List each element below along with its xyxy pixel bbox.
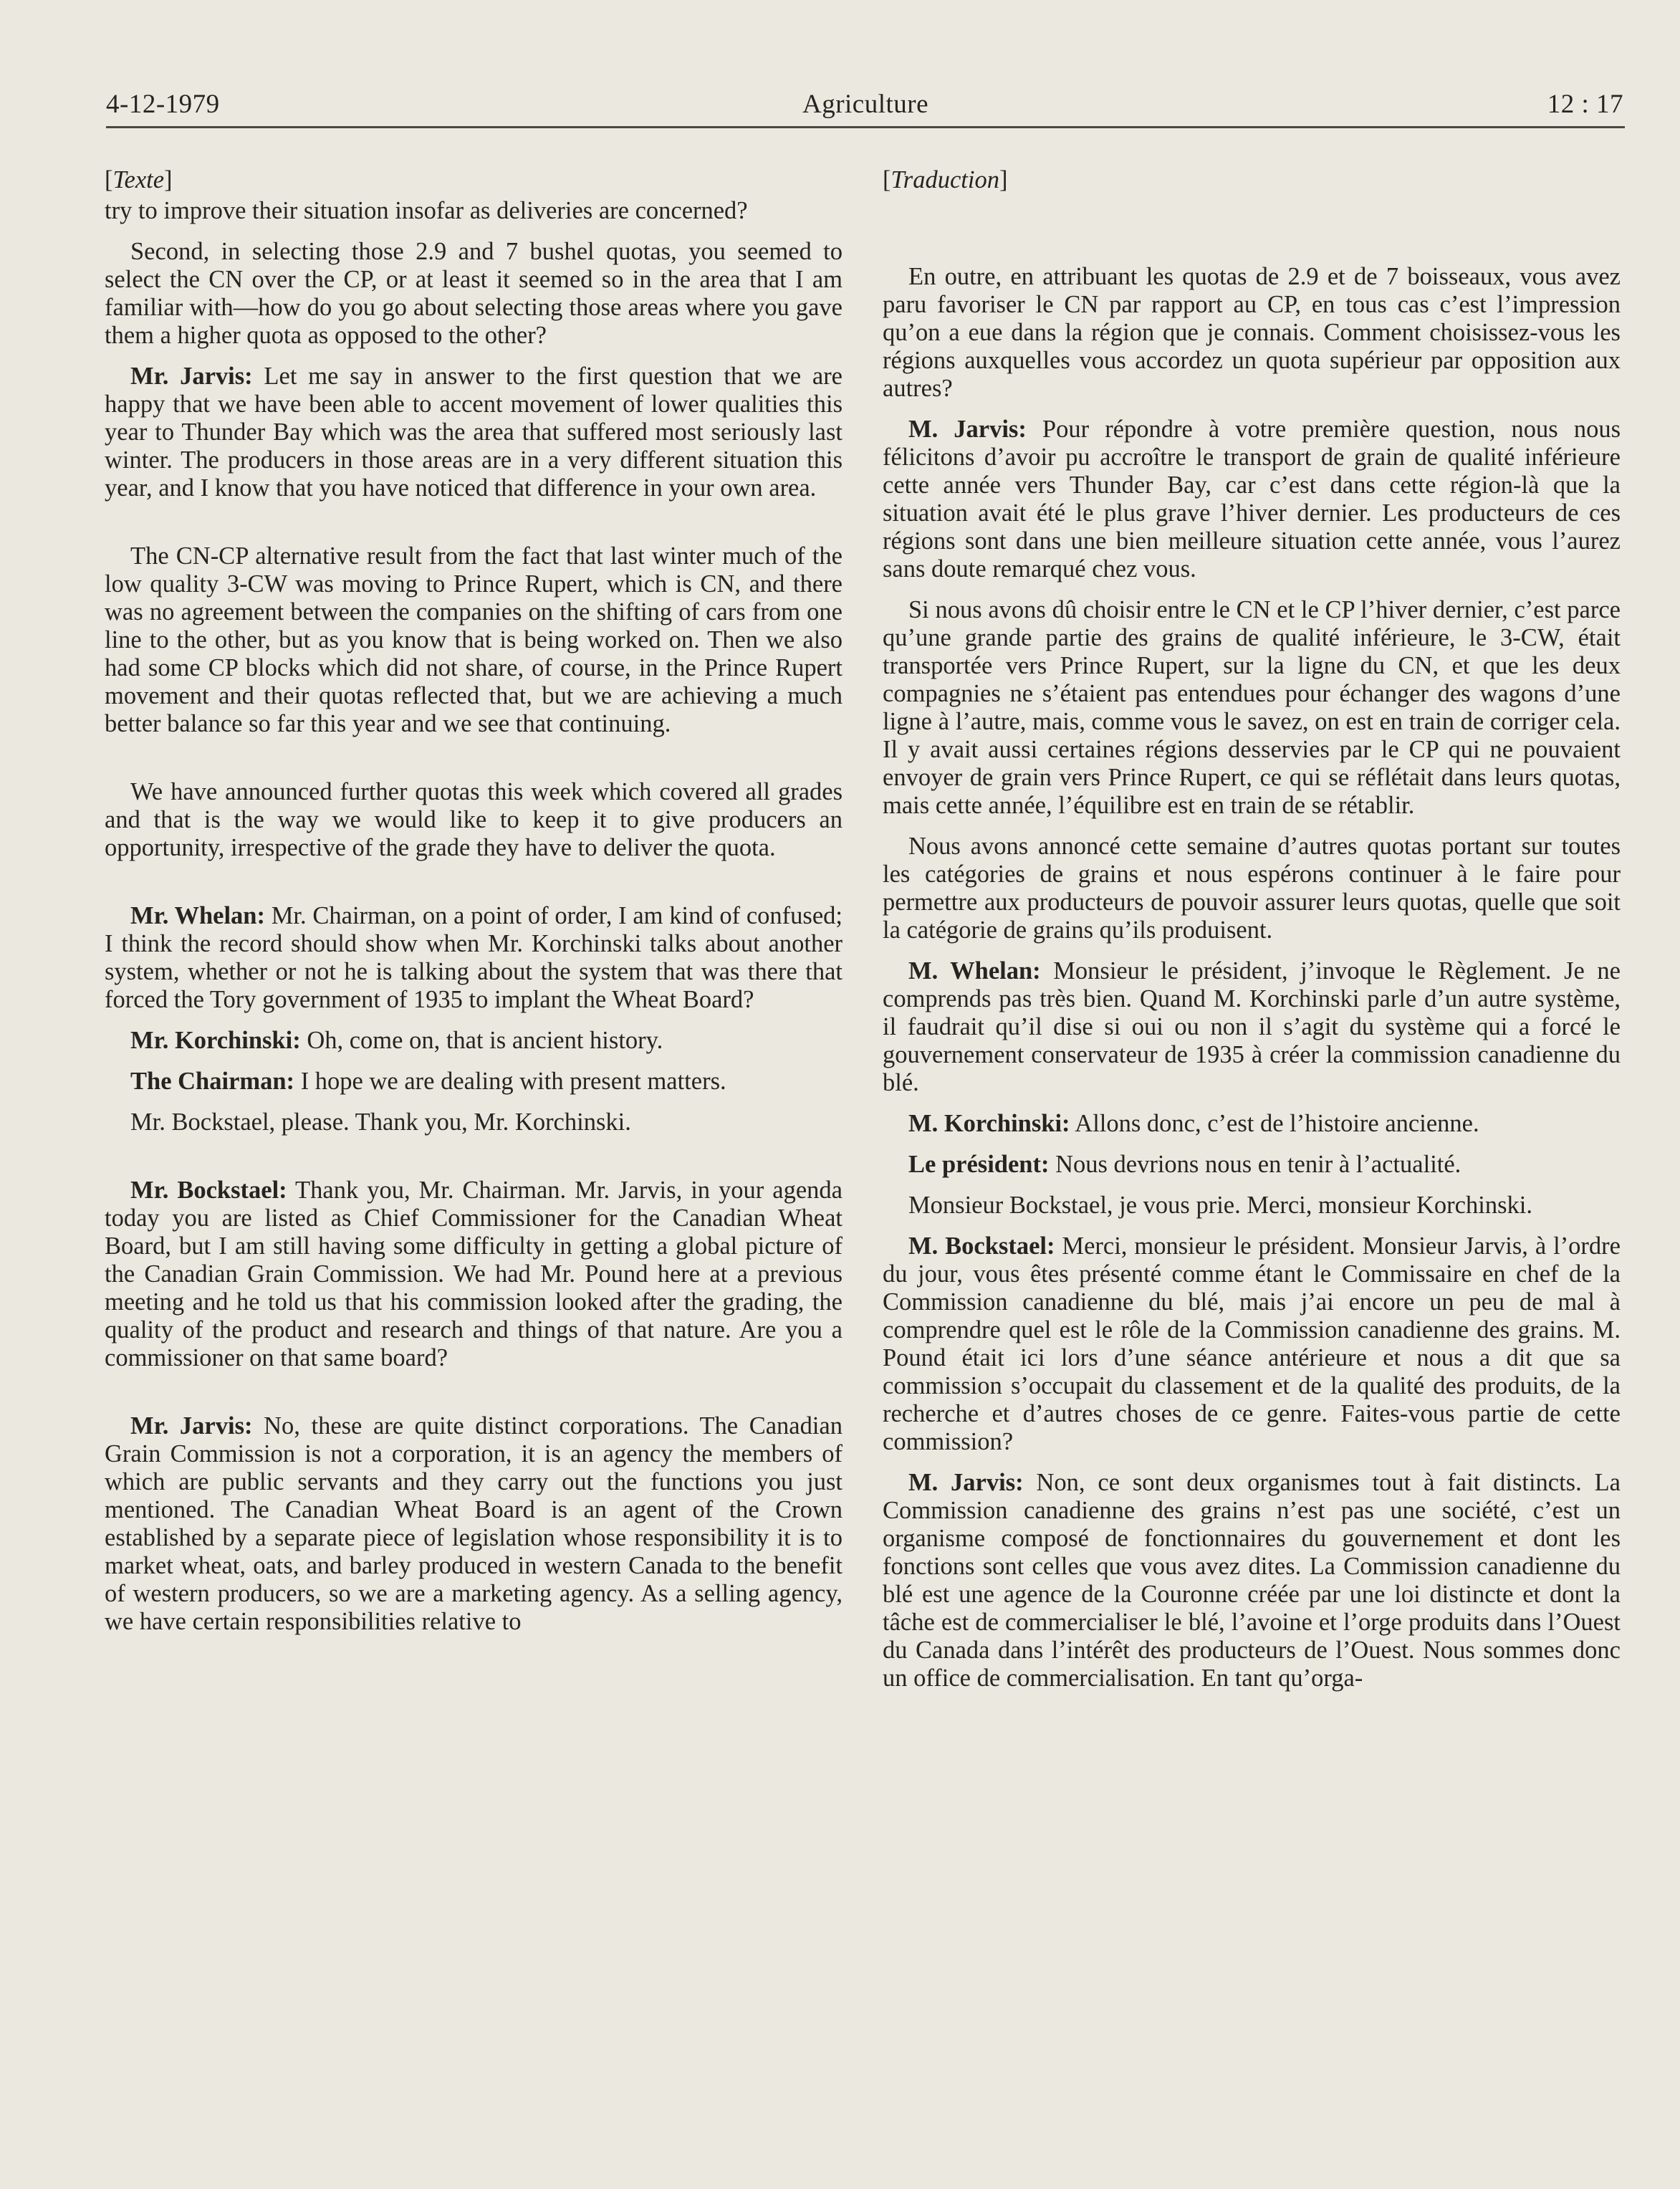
paragraph-text: Pour répondre à votre première question, nous nous félicitons d’avoir pu accroître le transport de grain de qualité inférieure cette année vers Thunder Bay, car c’est dans cette région-là que la situation avait été le plus grave l’hiver dernier. Les producteurs de ces régions sont dans une bien meilleure situation cette année, vous l’aurez sans doute remarqué chez vous. xyxy=(883,416,1621,583)
header-date: 4-12-1979 xyxy=(106,90,220,119)
speaker-name: Mr. Korchinski: xyxy=(130,1027,301,1054)
running-header xyxy=(106,87,1625,128)
paragraph xyxy=(105,1027,843,1055)
column-tag-label: Traduction xyxy=(891,166,999,193)
speaker-name: M. Jarvis: xyxy=(908,1469,1024,1496)
paragraph xyxy=(883,957,1621,1097)
speaker-name: M. Whelan: xyxy=(908,957,1041,985)
header-page-number: 12 : 17 xyxy=(1547,90,1623,119)
paragraph-text: try to improve their situation insofar as deliveries are concerned? xyxy=(105,197,748,224)
paragraph-text: Let me say in answer to the first question that we are happy that we have been able to accent movement of lower qualities this year to Thunder Bay which was the area that suffered most seriously last winter. The producers in those areas are in a very different situation this year, and I know that you have noticed that difference in your own area. xyxy=(105,363,843,502)
speaker-name: Mr. Jarvis: xyxy=(130,1412,253,1440)
speaker-name: The Chairman: xyxy=(130,1068,295,1095)
paragraph-text: We have announced further quotas this week which covered all grades and that is the way we would like to keep it to give producers an opportunity, irrespective of the grade they have to deliver the quota. xyxy=(105,778,843,861)
paragraph xyxy=(883,833,1621,944)
paragraph-text: Mr. Bockstael, please. Thank you, Mr. Korchinski. xyxy=(130,1108,631,1136)
column-tag-label: Texte xyxy=(112,166,165,193)
paragraph-text: Thank you, Mr. Chairman. Mr. Jarvis, in your agenda today you are listed as Chief Commissioner for the Canadian Wheat Board, but I am still having some difficulty in getting a global picture of the Canadian Grain Commission. We had Mr. Pound here at a previous meeting and he told us that his commission looked after the grading, the quality of the product and research and things of that nature. Are you a commissioner on that same board? xyxy=(105,1177,843,1371)
paragraph xyxy=(105,902,843,1014)
paragraph-text: Monsieur le président, j’invoque le Règlement. Je ne comprends pas très bien. Quand M. Korchinski parle d’un autre système, il faudrait qu’il dise si oui ou non il s’agit du système qui a forcé le gouvernement conservateur de 1935 à créer la commission canadienne du blé. xyxy=(883,957,1621,1096)
speaker-name: Le président: xyxy=(908,1151,1050,1178)
speaker-name: Mr. Jarvis: xyxy=(130,363,253,390)
paragraph xyxy=(883,596,1621,820)
paragraph-text: No, these are quite distinct corporations. The Canadian Grain Commission is not a corporation, it is an agency the members of which are public servants and they carry out the functions you just mentioned. The Canadian Wheat Board is an agent of the Crown established by a separate piece of legislation whose responsibility it is to market wheat, oats, and barley produced in western Canada to the benefit of western producers, so we are a marketing agency. As a selling agency, we have certain responsibilities relative to xyxy=(105,1412,843,1635)
paragraph xyxy=(883,1151,1621,1179)
speaker-name: M. Korchinski: xyxy=(908,1110,1070,1137)
paragraph xyxy=(883,1192,1621,1220)
paragraph xyxy=(105,1412,843,1636)
speaker-name: M. Bockstael: xyxy=(908,1232,1055,1260)
paragraph-text: Allons donc, c’est de l’histoire ancienne. xyxy=(1070,1110,1479,1137)
french-column xyxy=(883,166,1621,2101)
speaker-name: Mr. Whelan: xyxy=(130,902,265,929)
speaker-name: M. Jarvis: xyxy=(908,416,1027,443)
paragraph-text: The CN-CP alternative result from the fact that last winter much of the low quality 3-CW was moving to Prince Rupert, which is CN, and there was no agreement between the companies on the shifting of cars from one line to the other, but as you know that is being worked on. Then we also had some CP blocks which did not share, of course, in the Prince Rupert movement and their quotas reflected that, but we are achieving a much better balance so far this year and we see that continuing. xyxy=(105,542,843,737)
paragraph xyxy=(105,1108,843,1136)
paragraph-text: Si nous avons dû choisir entre le CN et le CP l’hiver dernier, c’est parce qu’une grande partie des grains de qualité inférieure, le 3-CW, était transportée vers Prince Rupert, sur la ligne du CN, et que les deux compagnies ne s’étaient pas entendues pour échanger des wagons d’une ligne à l’autre, mais, comme vous le savez, on est en train de corriger cela. Il y avait aussi certaines régions desservies par le CP qui ne pouvaient envoyer de grain vers Prince Rupert, ce qui se réflétait dans leurs quotas, mais cette année, l’équilibre est en train de se rétablir. xyxy=(883,596,1621,819)
paragraph-text: En outre, en attribuant les quotas de 2.9 et de 7 boisseaux, vous avez paru favoriser le CN par rapport au CP, en tous cas c’est l’impression qu’on a eue dans la région que je connais. Comment choisissez-vous les régions auxquelles vous accordez un quota supérieur par opposition aux autres? xyxy=(883,263,1621,402)
paragraph-text: Nous avons annoncé cette semaine d’autres quotas portant sur toutes les catégories de grains et nous espérons continuer à le faire pour permettre aux producteurs de pouvoir assurer leurs quotas, quelle que soit la catégorie de grains qu’ils produisent. xyxy=(883,833,1621,944)
paragraph-text: Second, in selecting those 2.9 and 7 bushel quotas, you seemed to select the CN over the CP, or at least it seemed so in the area that I am familiar with—how do you go about selecting those areas where you gave them a higher quota as opposed to the other? xyxy=(105,238,843,349)
paragraph-text: Oh, come on, that is ancient history. xyxy=(300,1027,663,1054)
paragraph-text: Mr. Chairman, on a point of order, I am kind of confused; I think the record should show when Mr. Korchinski talks about another system, whether or not he is talking about the system that was there that forced the Tory government of 1935 to implant the Wheat Board? xyxy=(105,902,843,1013)
paragraph xyxy=(883,1469,1621,1692)
header-journal-title: Agriculture xyxy=(802,90,929,119)
column-tag: [Traduction] xyxy=(883,166,1008,193)
paragraph xyxy=(105,778,843,862)
speaker-name: Mr. Bockstael: xyxy=(130,1177,287,1204)
paragraph xyxy=(105,542,843,738)
paragraph xyxy=(105,197,843,225)
paragraph-text: Merci, monsieur le président. Monsieur Jarvis, à l’ordre du jour, vous êtes présenté comme étant le Commissaire en chef de la Commission canadienne du blé, mais j’ai encore un peu de mal à comprendre quel est le rôle de la Commission canadienne des grains. M. Pound était ici lors d’une séance antérieure et nous a dit que sa commission s’occupait du classement et de la qualité des produits, de la recherche et d’autres choses de ce genre. Faites-vous partie de cette commission? xyxy=(883,1232,1621,1455)
paragraph xyxy=(883,416,1621,583)
paragraph xyxy=(883,1232,1621,1456)
paragraph xyxy=(105,238,843,350)
paragraph xyxy=(883,1110,1621,1138)
paragraph-text: Nous devrions nous en tenir à l’actualité. xyxy=(1049,1151,1461,1178)
paragraph xyxy=(105,1177,843,1372)
english-column xyxy=(105,166,843,2101)
paragraph-text: I hope we are dealing with present matters. xyxy=(294,1068,726,1095)
paragraph xyxy=(105,363,843,502)
column-tag: [Texte] xyxy=(105,166,173,193)
paragraph-text: Monsieur Bockstael, je vous prie. Merci, monsieur Korchinski. xyxy=(908,1192,1532,1219)
paragraph-text: Non, ce sont deux organismes tout à fait distincts. La Commission canadienne des grains n’est pas une société, c’est un organisme composé de fonctionnaires du gouvernement et dont les fonctions sont celles que vous avez dites. La Commission canadienne du blé est une agence de la Couronne créée par une loi distincte et dont la tâche est de commercialiser le blé, l’avoine et l’orge produits dans l’Ouest du Canada dans l’intérêt des producteurs de l’Ouest. Nous sommes donc un office de commercialisation. En tant qu’orga- xyxy=(883,1469,1621,1692)
paragraph xyxy=(105,1068,843,1096)
paragraph xyxy=(883,263,1621,403)
